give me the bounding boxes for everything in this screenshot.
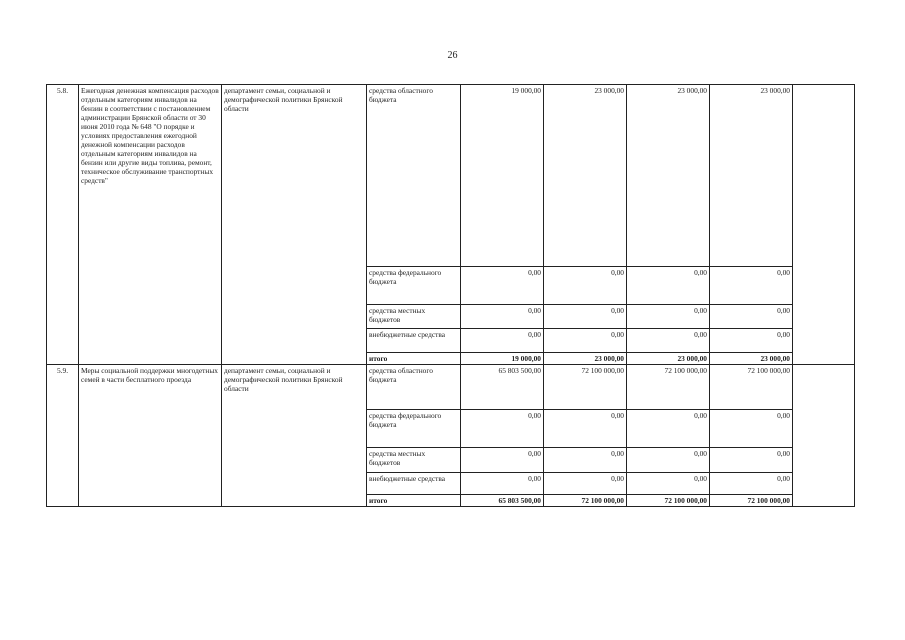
value-cell: 72 100 000,00 <box>544 365 627 410</box>
value-cell: 19 000,00 <box>461 85 544 267</box>
value-cell: 0,00 <box>461 329 544 353</box>
item-title: Ежегодная денежная компенсация расходов отдельным категориям инвалидов на бензин в соответствии с постановлением администрации Брянской области от 30 июня 2010 года № 648 "О порядке и условиях предоставления ежегодной денежной компенсации расходов отдельным категориям инвалидов на бензин или другие виды топлива, ремонт, техническое обслуживание транспортных средств" <box>79 85 222 365</box>
value-cell: 0,00 <box>461 267 544 305</box>
value-cell: 0,00 <box>627 267 710 305</box>
source-name: итого <box>367 495 461 507</box>
budget-table <box>46 84 855 507</box>
source-name: средства федерального бюджета <box>367 410 461 448</box>
value-cell: 0,00 <box>461 448 544 473</box>
source-name: итого <box>367 353 461 365</box>
value-cell: 0,00 <box>710 329 793 353</box>
source-name: внебюджетные средства <box>367 329 461 353</box>
value-cell: 65 803 500,00 <box>461 365 544 410</box>
value-cell: 23 000,00 <box>627 353 710 365</box>
value-cell: 0,00 <box>627 329 710 353</box>
source-name: средства федерального бюджета <box>367 267 461 305</box>
value-cell: 0,00 <box>544 448 627 473</box>
value-cell: 0,00 <box>544 305 627 329</box>
value-cell: 65 803 500,00 <box>461 495 544 507</box>
value-cell: 0,00 <box>544 267 627 305</box>
value-cell: 0,00 <box>710 473 793 495</box>
value-cell: 0,00 <box>710 267 793 305</box>
value-cell: 23 000,00 <box>710 353 793 365</box>
item-executor: департамент семьи, социальной и демографической политики Брянской области <box>222 85 367 365</box>
value-cell: 0,00 <box>627 305 710 329</box>
value-cell: 23 000,00 <box>627 85 710 267</box>
value-cell: 0,00 <box>461 305 544 329</box>
source-name: внебюджетные средства <box>367 473 461 495</box>
item-executor: департамент семьи, социальной и демографической политики Брянской области <box>222 365 367 507</box>
source-name: средства местных бюджетов <box>367 448 461 473</box>
value-cell: 23 000,00 <box>544 353 627 365</box>
value-cell: 0,00 <box>627 473 710 495</box>
value-cell: 72 100 000,00 <box>544 495 627 507</box>
value-cell: 72 100 000,00 <box>710 365 793 410</box>
item-number: 5.9. <box>47 365 79 507</box>
source-name: средства местных бюджетов <box>367 305 461 329</box>
value-cell: 72 100 000,00 <box>627 495 710 507</box>
table-row <box>47 85 855 267</box>
value-cell: 19 000,00 <box>461 353 544 365</box>
empty-cell <box>793 85 855 365</box>
value-cell: 0,00 <box>627 410 710 448</box>
item-title: Меры социальной поддержки многодетных семей в части бесплатного проезда <box>79 365 222 507</box>
value-cell: 0,00 <box>544 329 627 353</box>
value-cell: 0,00 <box>544 410 627 448</box>
value-cell: 0,00 <box>710 305 793 329</box>
value-cell: 72 100 000,00 <box>627 365 710 410</box>
source-name: средства областного бюджета <box>367 365 461 410</box>
value-cell: 72 100 000,00 <box>710 495 793 507</box>
value-cell: 0,00 <box>544 473 627 495</box>
value-cell: 0,00 <box>461 473 544 495</box>
value-cell: 0,00 <box>627 448 710 473</box>
value-cell: 0,00 <box>461 410 544 448</box>
empty-cell <box>793 365 855 507</box>
value-cell: 0,00 <box>710 410 793 448</box>
value-cell: 23 000,00 <box>544 85 627 267</box>
value-cell: 0,00 <box>710 448 793 473</box>
value-cell: 23 000,00 <box>710 85 793 267</box>
page-number: 26 <box>447 50 458 61</box>
table-row <box>47 365 855 410</box>
item-number: 5.8. <box>47 85 79 365</box>
source-name: средства областного бюджета <box>367 85 461 267</box>
